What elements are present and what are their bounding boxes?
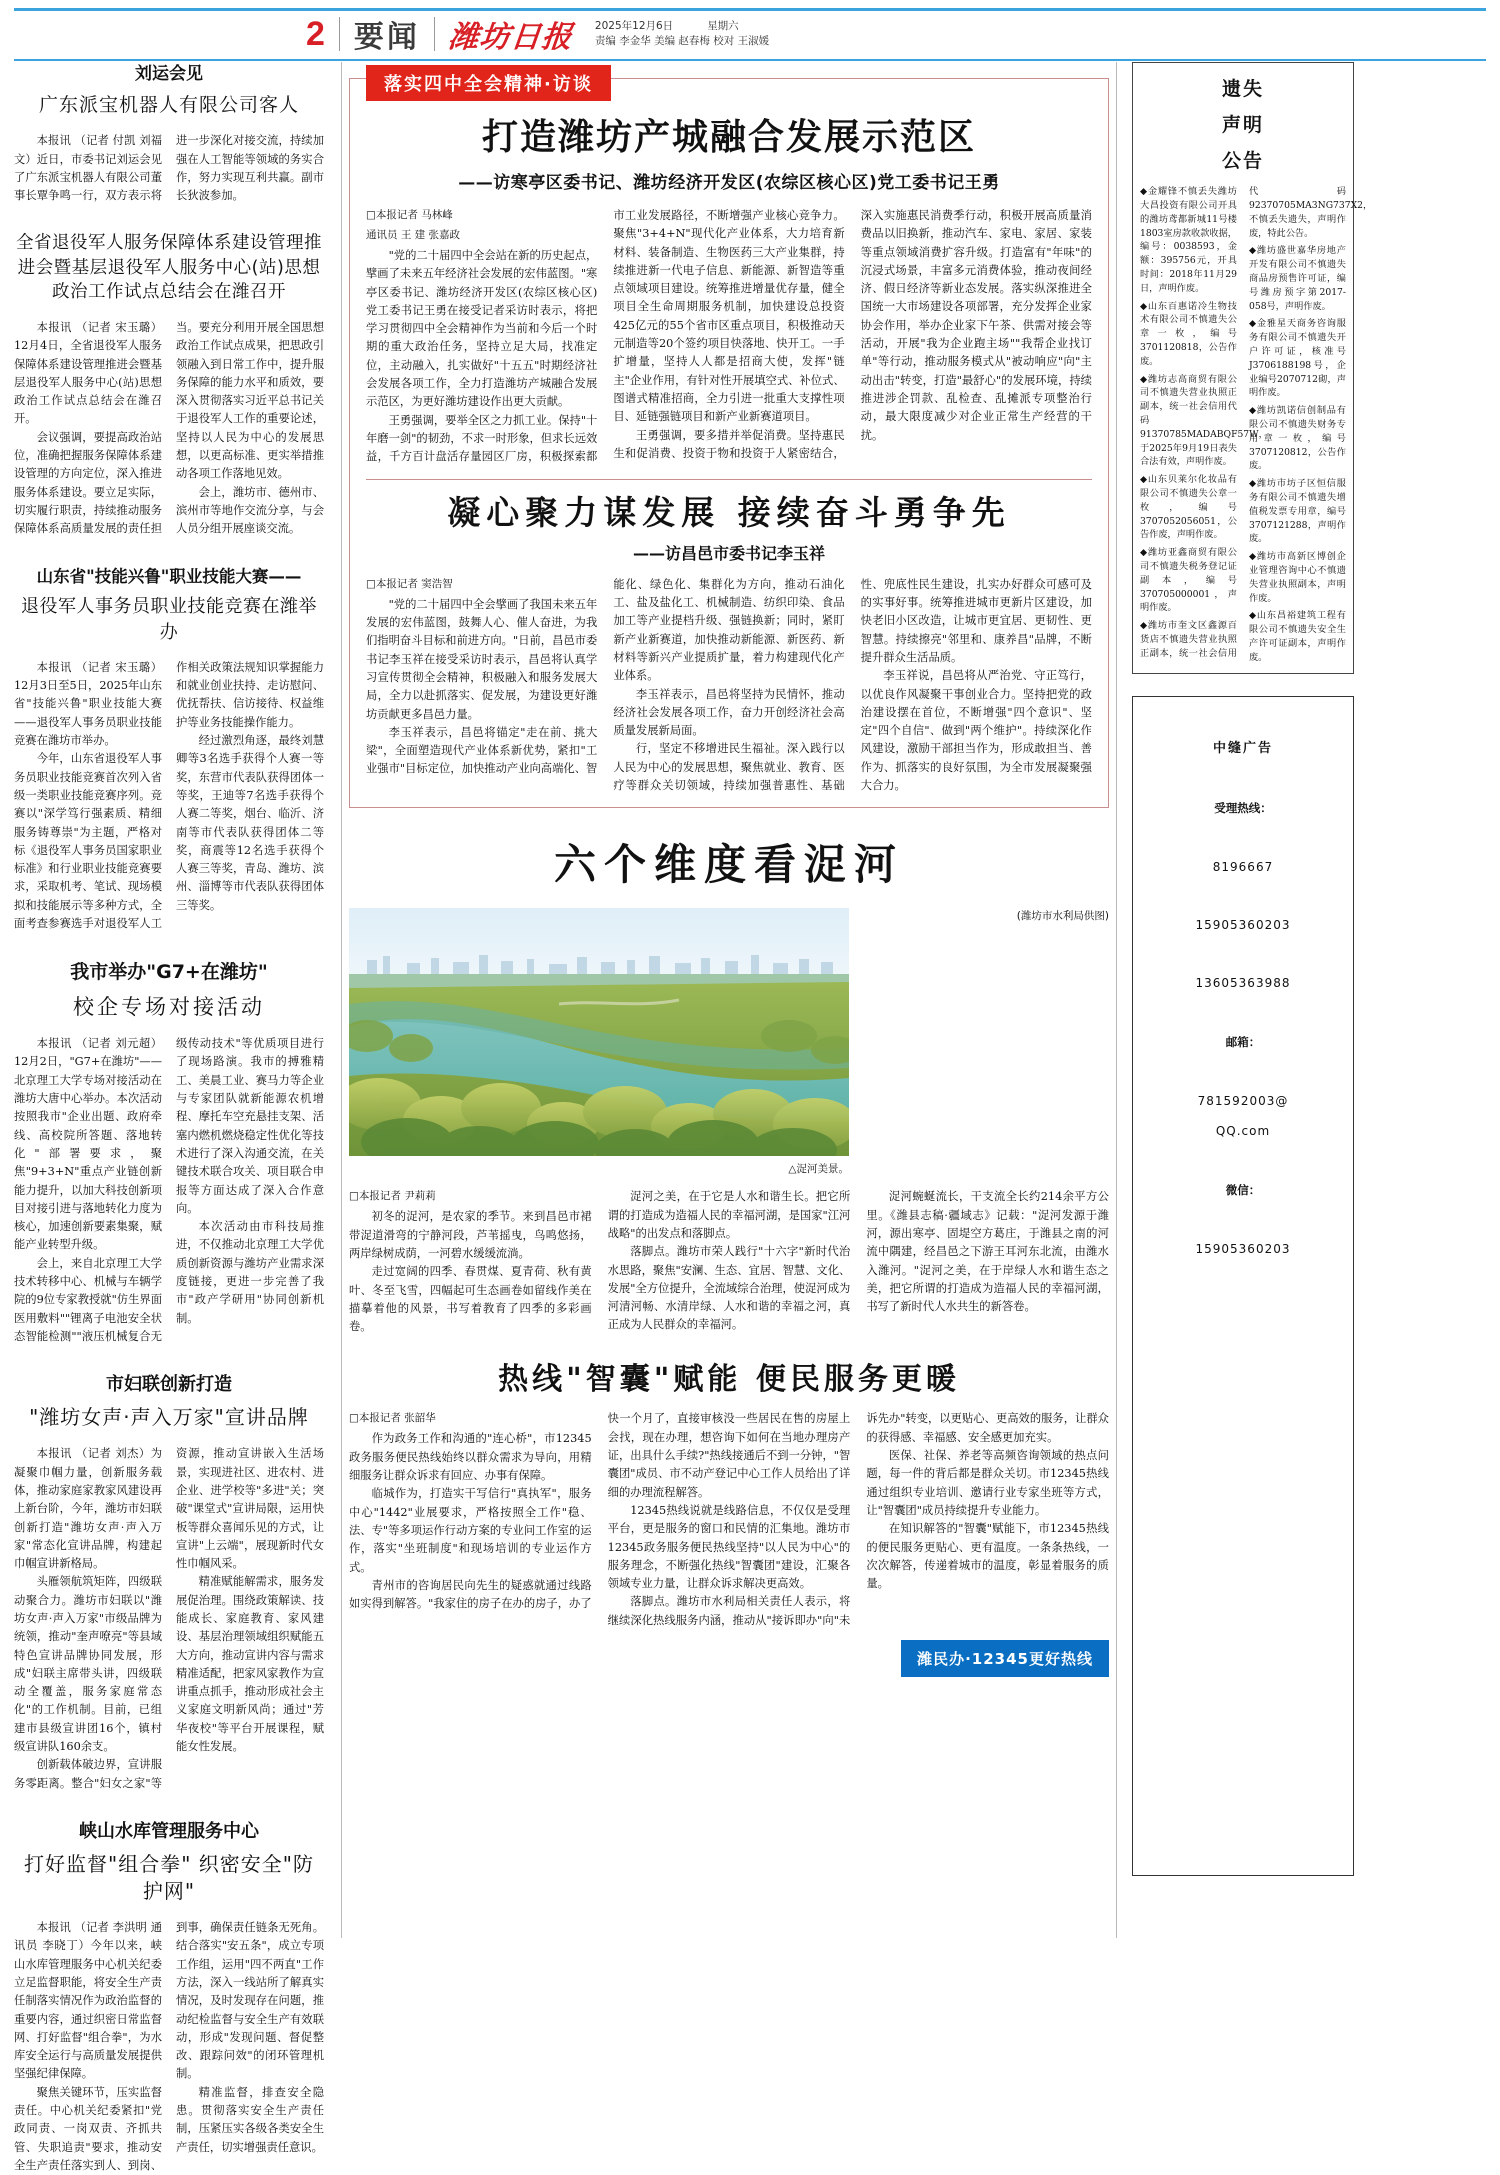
page-number: 2	[306, 15, 325, 53]
article-body	[14, 319, 324, 539]
paragraph: 浞河之美，在于它是人水和谐生长。把它所谓的打造成为造福人民的幸福河湖，是国家"江河战略"的出发点和落脚点。	[607, 1190, 851, 1240]
paragraph: 本报讯 （记者 刘元超）12月2日，"G7+在潍坊"——北京理工大学专场对接活动在潍坊大唐中心举办。本次活动按照我市"企业出题、政府牵线、高校院所答题、落地转化"部署要求，聚焦"9+3+N"重点产业链创新能力提升，以加大科技创新项目对接引进与落地转化力度为核心，加速创新要素集聚，赋能产业转型升级。	[14, 1037, 163, 1252]
notice-item: ◆潍坊亚鑫商贸有限公司不慎遗失税务登记证副本，编号370705000001，声明作废。	[1140, 547, 1237, 614]
gutter-phone-3[interactable]: 13605363988	[1195, 975, 1291, 990]
article-headline: 打好监督"组合拳" 织密安全"防护网"	[24, 1852, 314, 1904]
byline-reporter: □本报记者 马林峰	[366, 209, 453, 221]
notice-item: ◆潍坊市坊子区恒信服务有限公司不慎遗失增值税发票专用章，编号3707121288，声明作废。	[1249, 478, 1346, 545]
notice-item: ◆金雅星天商务咨询服务有限公司不慎遗失开户许可证，核准号J3706188198号，企业编号2070712砌，声明作废。	[1249, 318, 1346, 399]
notice-item: ◆潍坊盛世嘉华房地产开发有限公司不慎遗失商品房预售许可证，编号潍房预字第2017-058号，声明作废。	[1249, 245, 1346, 312]
zhuohe-photo-wrap	[349, 908, 849, 1156]
paragraph: 本报讯 （记者 李洪明 通讯员 李晓丁）今年以来，峡山水库管理服务中心机关纪委立足监督职能，将安全生产责任制落实情况作为政治监督的重要内容，通过织密日常监督网、打好监督"组合拳"，为水库安全运行与高质量发展提供坚强纪律保障。	[14, 1921, 162, 2081]
article-kicker: 我市举办"G7+在潍坊"	[70, 961, 268, 984]
paragraph: 本报讯 （记者 宋玉璐）12月4日，全省退役军人服务保障体系建设管理推进会暨基层退役军人服务中心(站)思想政治工作试点总结会在潍召开。	[14, 320, 162, 426]
article-headline: 校企专场对接活动	[73, 994, 265, 1019]
notice-title-line3: 公告	[1221, 150, 1264, 173]
article-kicker: 刘运会见	[135, 64, 203, 84]
paragraph: 本报讯 （记者 宋玉璐）12月3日至5日，2025年山东省"技能兴鲁"职业技能大赛——退役军人事务员职业技能竞赛在潍坊市举办。	[14, 660, 162, 748]
hotline-body	[349, 1410, 1109, 1630]
notice-item: ◆潍坊市高新区博创企业管理咨询中心不慎遗失营业执照副本，声明作废。	[1249, 551, 1346, 604]
paragraph: 头雁领航筑矩阵，四级联动聚合力。潍坊市妇联以"潍坊女声·声入万家"市级品牌为统领，推动"奎声嘹亮"等县域特色宣讲品牌协同发展，形成"妇联主席带头讲，四级联动全覆盖，服务家庭常态化"的工作机制。目前，已组建市县级宣讲团16个，镇村级宣讲队160余支。	[14, 1575, 162, 1754]
article-body	[14, 1445, 324, 1793]
article-liuyun-meeting	[14, 62, 324, 205]
masthead-bottom-rule	[14, 59, 1486, 61]
article-headline: "潍坊女声·声入万家"宣讲品牌	[29, 1405, 309, 1430]
gutter-hotline-label: 受理热线：	[1214, 800, 1272, 815]
feature2-headline: 凝心聚力谋发展 接续奋斗勇争先	[447, 492, 1011, 532]
left-column	[14, 62, 334, 2172]
byline-correspondent: 通讯员 王 建 张嘉政	[366, 229, 461, 241]
photo-credit: (潍坊市水利局供图)	[1016, 910, 1109, 923]
notice-item: ◆山东贝莱尔化妆品有限公司不慎遗失公章一枚，编号3707052056051，公告作废，声明作废。	[1140, 474, 1237, 541]
notices-column	[1124, 62, 1373, 1938]
paragraph: 本报讯 （记者 刘杰）为凝聚巾帼力量，创新服务载体，推动家庭家教家风建设再上新台阶，今年，潍坊市妇联创新打造"潍坊女声·声入万家"常态化宣讲品牌，构建起巾帼宣讲新格局。	[14, 1447, 162, 1571]
paragraph: 12345热线说就是线路信息，不仅仅是受理平台，更是服务的窗口和民情的汇集地。潍坊市12345政务服务便民热线坚持"以人民为中心"的服务理念，不断强化热线"智囊团"建设，汇聚各领域专业力量，让群众诉求解决更高效。	[607, 1503, 851, 1591]
publication-date: 2025年12月6日	[594, 19, 674, 32]
paragraph: 走过宽阔的四季、春贯煤、夏青荷、秋有黄叶、冬至飞雪，四幅起可生态画卷如留线作美在描摹着他的风景，书写着教育了四季的多彩画卷。	[349, 1265, 592, 1334]
feature2-subheadline: ——访昌邑市委书记李玉祥	[632, 543, 825, 563]
paragraph: 李玉祥表示，昌邑将坚持为民情怀，推动经济社会发展各项工作，奋力开创经济社会高质量发展新局面。	[613, 687, 845, 738]
zhuohe-river-photo	[349, 908, 849, 1156]
notice-item: ◆潍坊市奎文区鑫源百货店不慎遗失营业执照正副本，统一社会信用代码92370705MA3NG737X2，不慎丢失遗失，声明作废，特此公告。	[1140, 186, 1373, 659]
feature-body	[366, 207, 1092, 467]
gutter-email-user[interactable]: 781592003@	[1197, 1093, 1289, 1108]
feature-banner: 落实四中全会精神·访谈	[366, 65, 611, 101]
article-kicker: 峡山水库管理服务中心	[79, 1820, 259, 1842]
paragraph: 精准监督，排查安全隐患。贯彻落实安全生产责任制，压紧压实各级各类安全生产责任，切实增强责任意识。	[176, 2085, 324, 2154]
gutter-email-label: 邮箱：	[1225, 1034, 1261, 1049]
masthead-divider-2	[434, 17, 435, 51]
gutter-ad-box	[1132, 696, 1354, 1876]
paragraph: 在知识解答的"智囊"赋能下，市12345热线的便民服务更贴心、更有温度。一条条热线，一次次解答，传递着城市的温度，彰显着服务的质量。	[866, 1522, 1109, 1591]
notice-items	[1140, 185, 1373, 664]
paragraph: 会上，来自北京理工大学技术转移中心、机械与车辆学院的9位专家教授就"仿生界面医用敷料""锂离子电池安全状态智能检测""液压机械复合无级传动技术"等优质项目进行了现场路演。我市的搏雅精工、美晨工业、赛马力等企业与专家团队就新能源农机增程、摩托车空充悬挂支架、活塞内燃机燃烧稳定性优化等技术进行了深入沟通交流，在关键技术联合攻关、项目联合申报等方面达成了深入合作意向。	[14, 1037, 324, 1343]
paragraph: 会议强调，要提高政治站位，准确把握服务保障体系建设管理的方向定位，深入推进服务体系建设。要立足实际，切实履行职责，持续推动服务保障体系高质量发展的责任担当。要充分利用开展全国思想政治工作试点成果，把思政引领融入到日常工作中，提升服务保障的能力水平和质效，要深入贯彻落实习近平总书记关于退役军人工作的重要论述，坚持以人民为中心的发展思想，以更高标准、更实举措推动各项工作落地见效。	[14, 320, 324, 536]
paragraph: 精准赋能解需求，服务发展促治理。围绕政策解读、技能成长、家庭教育、家风建设、基层治理领域组织赋能五大方向，推动宣讲内容与需求精准适配，把家风家教作为宣讲重点抓手，推动形成社会主义家庭文明新风尚；通过"芳华夜校"等平台开展课程，赋能女性发展。	[176, 1575, 324, 1754]
gutter-ad-title: 中缝广告	[1212, 740, 1273, 756]
publication-weekday: 星期六	[707, 19, 739, 32]
editorial-credits: 责编 李金华 美编 赵春梅 校对 王淑媛	[594, 35, 770, 47]
paragraph: 经过激烈角逐，最终刘慧卿等3名选手获得个人赛一等奖，东营市代表队获得团体一等奖，王迪等7名选手获得个人赛二等奖，烟台、临沂、济南等市代表队获得团体二等奖，商震等12名选手获得个人赛三等奖，青岛、潍坊、滨州、淄博等市代表队获得团体三等奖。	[176, 734, 324, 912]
paragraph: 王勇强调，要举全区之力抓工业。保持"十年磨一剑"的韧劲，不求一时形象，但求长远效益，千方百计盘活存量园区厂房，积极探索都市工业发展路径，不断增强产业核心竞争力。聚焦"3+4+N"现代化产业体系，大力培育新材料、装备制造、生物医药三大产业集群，持续推进新一代电子信息、新能源、新智造等重点领域项目建设。统筹推进增量优存量，健全项目全生命周期服务机制，加快建设总投资425亿元的55个省市区重点项目，积极推动天元制造等20个签约项目快落地、快开工。一手扩增量，坚持人人都是招商大使，发挥"链主"企业作用，有针对性开展填空式、补位式、图谱式精准招商，全力引进一批重大支撑性项目、延链强链项目和新产业新赛道项目。	[366, 209, 845, 464]
masthead-divider-1	[339, 17, 340, 51]
paragraph: "党的二十届四中全会站在新的历史起点，擘画了未来五年经济社会发展的宏伟蓝图。"寒亭区委书记、潍坊经济开发区(农综区核心区)党工委书记王勇在接受记者采访时表示，将把学习贯彻四中全会精神作为当前和今后一个时期的重大政治任务，坚持立足大局，找准定位，主动融入，扎实做好"十五五"时期经济社会发展各项工作，全力打造潍坊产城融合发展示范区，为更好潍坊建设作出更大贡献。	[366, 249, 598, 409]
article-headline: 退役军人事务员职业技能竞赛在潍举办	[21, 596, 317, 643]
article-headline: 全省退役军人服务保障体系建设管理推进会暨基层退役军人服务中心(站)思想政治工作试点总结会在潍召开	[16, 233, 322, 303]
paragraph: 作为政务工作和沟通的"连心桥"，市12345政务服务便民热线始终以群众需求为导向，用精细服务让群众诉求有回应、办事有保障。	[349, 1432, 592, 1483]
article-kicker: 山东省"技能兴鲁"职业技能大赛——	[36, 566, 302, 586]
article-headline: 广东派宝机器人有限公司客人	[38, 93, 299, 116]
hotline-section-title: 热线"智囊"赋能 便民服务更暖	[498, 1362, 960, 1398]
paragraph: 行，坚定不移增进民生福祉。深入践行以人民为中心的发展思想，聚焦就业、教育、医疗等群众关切领域，持续加强普惠性、基础性、兜底性民生建设，扎实办好群众可感可及的实事好事。统筹推进城市更新片区建设，加快老旧小区改造，让城市更宜居、更韧性、更智慧。持续擦亮"邻里和、康养昌"品牌，不断提升群众生活品质。	[613, 577, 1092, 793]
feature-interview-box	[349, 74, 1109, 808]
paragraph: 青州市的咨询居民向先生的疑惑就通过线路如实得到解答。"我家住的房子在办的房子，办了快一个月了，直接审核没一些居民在售的房屋上会找，现在办理，想咨询下如何在当地办理房产证，出具什么手续?"热线接通后不到一分钟，"智囊团"成员、市不动产登记中心工作人员给出了详细的办理流程解答。	[349, 1412, 851, 1611]
feature-divider	[366, 479, 1092, 480]
paragraph: 落脚点。潍坊市荣人践行"十六字"新时代治水思路，聚焦"安澜、生态、宜居、智慧、文化、发展"全方位提升，全流域综合治理，使浞河成为河清河畅、水清岸绿、人水和谐的幸福之河，真正成为人民群众的幸福河。	[607, 1245, 851, 1332]
paper-logo: 潍坊日报	[446, 20, 575, 55]
column-rule-1	[341, 62, 342, 1938]
byline-reporter: □本报记者 窦浩智	[366, 577, 453, 590]
column-rule-2	[1116, 62, 1117, 1938]
notice-item: ◆山东昌裕建筑工程有限公司不慎遗失安全生产许可证副本，声明作废。	[1249, 610, 1346, 663]
gutter-wechat-label: 微信：	[1225, 1182, 1261, 1197]
paragraph: 王勇强调，要多措并举促消费。坚持惠民生和促消费、投资于物和投资于人紧密结合，深入实施惠民消费季行动，积极开展高质量消费品以旧换新，推动汽车、家电、家居、家装等重点领域消费扩容升级。打造富有"年味"的沉浸式场景，丰富多元消费体验，推动夜间经济、假日经济等新业态发展。落实纵深推进全国统一大市场建设各项部署，充分发挥企业家协会作用，举办企业家下午茶、供需对接会等活动，开展"我为企业跑主场""我帮企业找订单"等行动，推动服务模式从"被动响应"向"主动出击"转变，打造"最舒心"的发展环境，持续推进涉企罚款、乱检查、乱摊派专项整治行动，最大限度减少对企业正常生产经营的干扰。	[613, 209, 1092, 460]
notice-title-line2: 声明	[1221, 114, 1264, 137]
notice-item: ◆金耀锋不慎丢失潍坊大昌投资有限公司开具的潍坊鸢都新城11号楼1803室房款收款收据，编号：0038593，金额：395756元，开具时间：2018年11月29日，声明作废。	[1140, 186, 1237, 294]
notice-item: ◆潍坊凯诺信创制品有限公司不慎遗失财务专用章一枚，编号3707120812，公告作废。	[1249, 405, 1346, 472]
section-title: 要闻	[353, 20, 420, 55]
article-womens-federation-brand	[14, 1372, 324, 1793]
article-xiashan-reservoir	[14, 1819, 324, 2175]
paragraph: "党的二十届四中全会擘画了我国未来五年发展的宏伟蓝图，鼓舞人心、催人奋进，为我们指明奋斗目标和前进方向。"日前，昌邑市委书记李玉祥在接受采访时表示，昌邑将认真学习宣传贯彻全会精神，积极融入和服务发展大局，全力以赴抓落实、促发展，为建设更好潍坊贡献更多昌邑力量。	[366, 597, 598, 721]
notice-title-line1: 遗失	[1221, 78, 1264, 100]
masthead	[14, 0, 1486, 62]
paragraph: 今年，山东省退役军人事务员职业技能竞赛首次列入省级一类职业技能竞赛序列。竞赛以"深学笃行强素质、精细服务铸尊崇"为主题，严格对标《退役军人事务员国家职业标准》和行业职业技能竞赛要求，采取机考、笔试、现场模拟和技能展示等多种方式，全面考查参赛选手对退役军人工作相关政策法规知识掌握能力和就业创业扶持、走访慰问、优抚帮扶、信访接待、权益维护等业务技能操作能力。	[14, 660, 324, 930]
feature-headline: 打造潍坊产城融合发展示范区	[481, 116, 976, 158]
zhuohe-body	[349, 1188, 1109, 1336]
paragraph: 会上，潍坊市、德州市、滨州市等地作交流分享，与会人员分组开展座谈交流。	[176, 485, 324, 536]
feature2-body	[366, 576, 1092, 796]
paragraph: 落脚点。潍坊市水利局相关责任人表示，将继续深化热线服务内涵，推动从"接诉即办"向"未诉先办"转变，以更贴心、更高效的服务，让群众的获得感、幸福感、安全感更加充实。	[607, 1412, 1109, 1627]
article-body	[14, 132, 324, 205]
page-body	[14, 62, 1486, 2172]
paragraph: 临城作为，打造实干写信行"真执军"，服务中心"1442"业展要求，严格按照全工作"稳、法、专"等多项运作行动方案的专业问工作室的运作，落实"坐班制度"和现场培训的专业运作方式。	[349, 1487, 592, 1574]
gutter-phone-1[interactable]: 8196667	[1212, 859, 1274, 874]
paragraph: 本报讯 （记者 付凯 刘福文）近日，市委书记刘运会见了广东派宝机器人有限公司董事长覃争鸣一行，双方表示将进一步深化对接交流，持续加强在人工智能等领域的务实合作，努力实现互利共赢。副市长狄波参加。	[14, 134, 324, 203]
paragraph: 创新载体破边界，宣讲服务零距离。整合"妇女之家"等资源，推动宣讲嵌入生活场景，实现进社区、进农村、进企业、进学校等"多进"关；突破"课堂式"宣讲局限，运用快板等群众喜闻乐见的方式，让宣讲"上云端"，展现新时代女性巾帼风采。	[14, 1447, 324, 1790]
lost-notice-box	[1132, 62, 1373, 674]
zhuohe-section-title: 六个维度看浞河	[553, 840, 904, 890]
paragraph: 浞河蜿蜒流长，干支流全长约214余平方公里。《潍县志稿·疆域志》记载："浞河发源于潍河，源出寒亭、固堤空方葛庄，于潍县之南的河流中隅建，经昌邑之下游王耳河东北流，由潍水入潍河。"浞河之美，在于岸绿人水和谐生态之美，把它所谓的打造成为造福人民的幸福河湖，书写了新时代人水共生的新答卷。	[866, 1190, 1109, 1314]
gutter-wechat-value[interactable]: 15905360203	[1195, 1241, 1291, 1256]
article-kicker: 市妇联创新打造	[106, 1374, 232, 1396]
paragraph: 本次活动由市科技局推进，不仅推动北京理工大学优质创新资源与潍坊产业需求深度链接，更进一步完善了我市"政产学研用"协同创新机制。	[176, 1220, 324, 1325]
feature-subheadline: ——访寒亭区委书记、潍坊经济开发区(农综区核心区)党工委书记王勇	[458, 173, 1000, 193]
gutter-phone-2[interactable]: 15905360203	[1195, 917, 1291, 932]
hotline-badge[interactable]: 潍民办·12345更好热线	[901, 1640, 1109, 1677]
gutter-email-domain[interactable]: QQ.com	[1215, 1123, 1271, 1138]
notice-item: ◆山东百惠诺冷生物技术有限公司不慎遗失公章一枚，编号3701120818，公告作废。	[1140, 300, 1237, 367]
paragraph: 李玉祥说，昌邑将从严治党、守正笃行，以优良作风凝聚干事创业合力。坚持把党的政治建设摆在首位，不断增强"四个意识"、坚定"四个自信"、做到"两个维护"。持续深化作风建设，激励干部担当作为，形成敢担当、善作为、抓落实的良好氛围，为全市发展凝聚强大合力。	[860, 669, 1092, 793]
article-body	[14, 659, 324, 933]
paragraph: 医保、社保、养老等高频咨询领域的热点问题，每一件的背后都是群众关切。市12345热线通过组织专业培训、邀请行业专家坐班等方式，让"智囊团"成员持续提升专业能力。	[866, 1449, 1109, 1517]
notice-item: ◆潍坊志高商贸有限公司不慎遗失营业执照正副本，统一社会信用代码91370785MADABQF57W，于2025年9月19日表失合法有效，声明作废。	[1140, 373, 1268, 468]
article-body	[14, 1035, 324, 1346]
photo-caption: △浞河美景。	[788, 1163, 849, 1176]
article-body	[14, 1919, 324, 2175]
byline-reporter: □本报记者 张韶华	[349, 1412, 436, 1425]
paragraph: 李玉祥表示，昌邑将锚定"走在前、挑大梁"，全面塑造现代产业体系新优势，紧扣"工业强市"目标定位，加快推动产业向高端化、智能化、绿色化、集群化为方向，推动石油化工、盐及盐化工、机械制造、纺织印染、食品加工等产业提档升级、强链换新；同时，紧盯新产业新赛道，加快推动新能源、新医药、新材料等新兴产业提质扩量，着力构建现代化产业体系。	[366, 577, 845, 776]
paragraph: 聚焦关键环节，压实监督责任。中心机关纪委紧扣"党政同责、一岗双责、齐抓共管、失职追责"要求，推动安全生产责任落实到人、到岗、到事，确保责任链条无死角。结合落实"安五条"，成立专项工作组，运用"四不两直"工作方法，深入一线站所了解真实情况，及时发现存在问题，推动纪检监督与安全生产有效联动，形成"发现问题、督促整改、跟踪问效"的闭环管理机制。	[14, 1921, 324, 2172]
center-column	[349, 62, 1109, 1938]
paragraph: 初冬的浞河，是农家的季节。来到昌邑市裙带浞道滑弯的宁静河段，芦苇摇曳，鸟鸣悠扬，两岸绿树成荫，一河碧水缓缓流淌。	[349, 1210, 592, 1260]
byline-reporter: □本报记者 尹莉莉	[349, 1190, 436, 1203]
article-g7-campus-enterprise	[14, 959, 324, 1346]
article-veterans-service-system	[14, 231, 324, 538]
article-skill-competition	[14, 565, 324, 934]
